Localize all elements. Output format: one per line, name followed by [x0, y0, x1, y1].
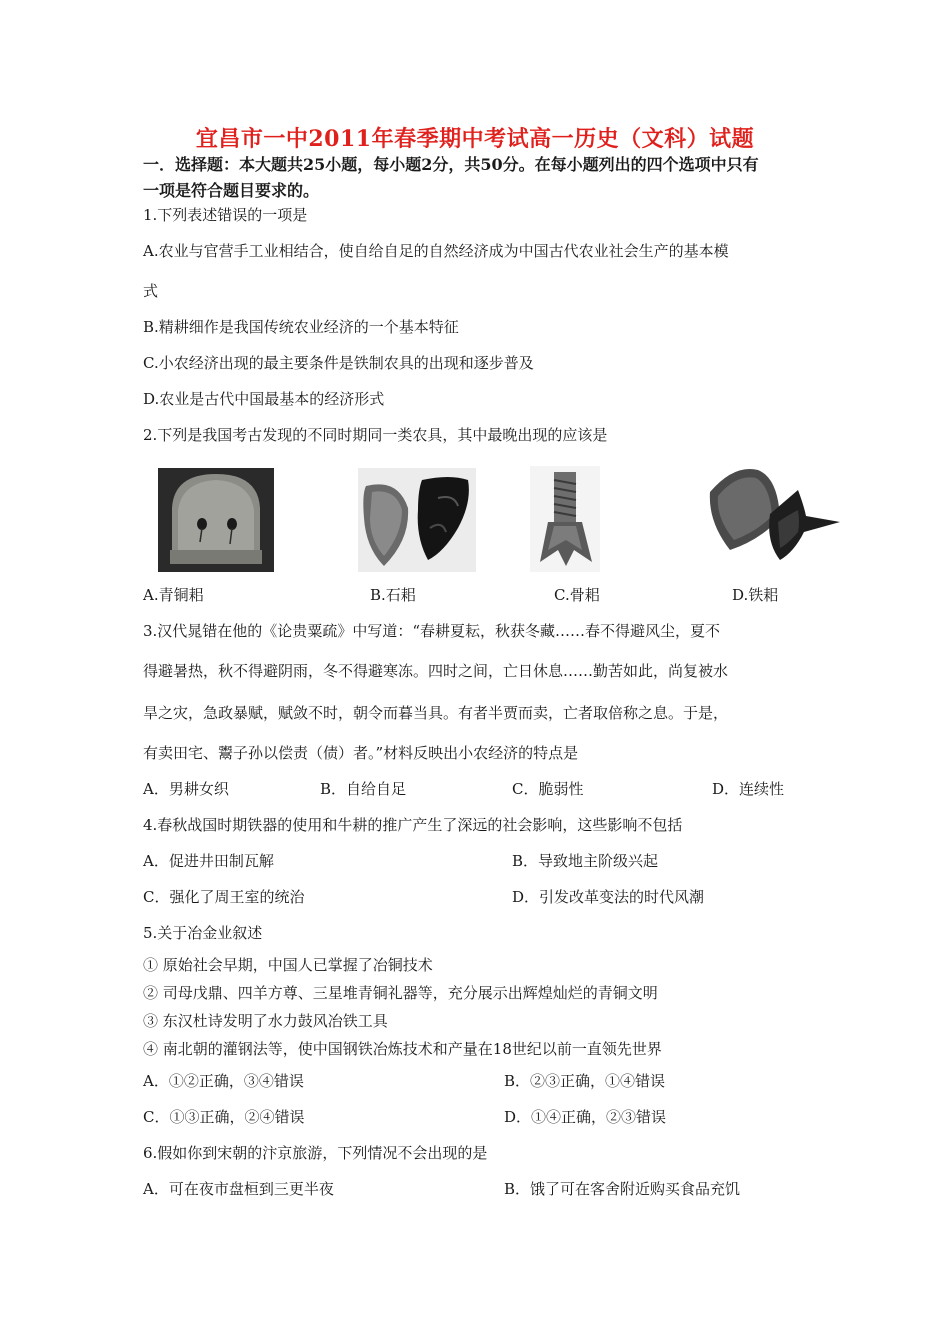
q5-statement-2: ② 司母戊鼎、四羊方尊、三星堆青铜礼器等，充分展示出辉煌灿烂的青铜文明 [143, 984, 658, 1002]
q1-option-a-line1: A.农业与官营手工业相结合，使自给自足的自然经济成为中国古代农业社会生产的基本模 [143, 242, 729, 260]
q2-option-c: C.骨耜 [554, 586, 600, 604]
q1-option-d: D.农业是古代中国最基本的经济形式 [143, 390, 385, 408]
q4-option-b: B．导致地主阶级兴起 [512, 852, 659, 870]
bronze-si-image [158, 468, 274, 572]
q6-option-a: A．可在夜市盘桓到三更半夜 [143, 1180, 334, 1198]
q4-option-c: C．强化了周王室的统治 [143, 888, 305, 906]
q5-option-b: B．②③正确，①④错误 [504, 1072, 666, 1090]
q5-option-c: C．①③正确，②④错误 [143, 1108, 305, 1126]
q5-statement-1: ① 原始社会早期，中国人已掌握了冶铜技术 [143, 956, 433, 974]
q5-statement-3: ③ 东汉杜诗发明了水力鼓风冶铁工具 [143, 1012, 388, 1030]
q1-option-c: C.小农经济出现的最主要条件是铁制农具的出现和逐步普及 [143, 354, 534, 372]
bone-si-image [530, 466, 600, 572]
q1-stem: 1.下列表述错误的一项是 [143, 206, 308, 224]
q3-option-b: B．自给自足 [320, 780, 407, 798]
q3-stem-line3: 旱之灾，急政暴赋，赋敛不时，朝令而暮当具。有者半贾而卖，亡者取倍称之息。于是， [143, 704, 729, 722]
q3-option-c: C．脆弱性 [512, 780, 584, 798]
q6-stem: 6.假如你到宋朝的汴京旅游，下列情况不会出现的是 [143, 1144, 488, 1162]
q4-stem: 4.春秋战国时期铁器的使用和牛耕的推广产生了深远的社会影响，这些影响不包括 [143, 816, 683, 834]
q3-stem-line2: 得避暑热，秋不得避阴雨，冬不得避寒冻。四时之间，亡日休息……勤苦如此，尚复被水 [143, 662, 729, 680]
q3-stem-line1: 3.汉代晁错在他的《论贵粟疏》中写道：“春耕夏耘，秋获冬藏……春不得避风尘，夏不 [143, 622, 720, 640]
stone-si-image [358, 468, 476, 572]
q5-statement-4: ④ 南北朝的灌钢法等，使中国钢铁冶炼技术和产量在18世纪以前一直领先世界 [143, 1040, 662, 1058]
q2-option-d: D.铁耜 [732, 586, 779, 604]
q3-stem-line4: 有卖田宅、鬻子孙以偿责（债）者。”材料反映出小农经济的特点是 [143, 744, 579, 762]
q5-option-d: D．①④正确，②③错误 [504, 1108, 667, 1126]
iron-si-image [700, 462, 842, 572]
section-heading-line1: 一．选择题：本大题共25小题，每小题2分，共50分。在每小题列出的四个选项中只有 [143, 155, 759, 174]
q2-option-a: A.青铜耜 [143, 586, 204, 604]
q3-option-d: D．连续性 [712, 780, 785, 798]
q1-option-a-line2: 式 [143, 282, 159, 300]
q4-option-d: D．引发改革变法的时代风潮 [512, 888, 705, 906]
page-title: 宜昌市一中2011年春季期中考试高一历史（文科）试题 [195, 126, 755, 152]
q2-stem: 2.下列是我国考古发现的不同时期同一类农具，其中最晚出现的应该是 [143, 426, 608, 444]
q3-option-a: A．男耕女织 [143, 780, 229, 798]
q5-option-a: A．①②正确，③④错误 [143, 1072, 304, 1090]
q2-option-b: B.石耜 [370, 586, 416, 604]
q5-stem: 5.关于冶金业叙述 [143, 924, 263, 942]
q4-option-a: A．促进井田制瓦解 [143, 852, 274, 870]
q1-option-b: B.精耕细作是我国传统农业经济的一个基本特征 [143, 318, 459, 336]
section-heading-line2: 一项是符合题目要求的。 [143, 181, 320, 200]
q6-option-b: B．饿了可在客舍附近购买食品充饥 [504, 1180, 741, 1198]
